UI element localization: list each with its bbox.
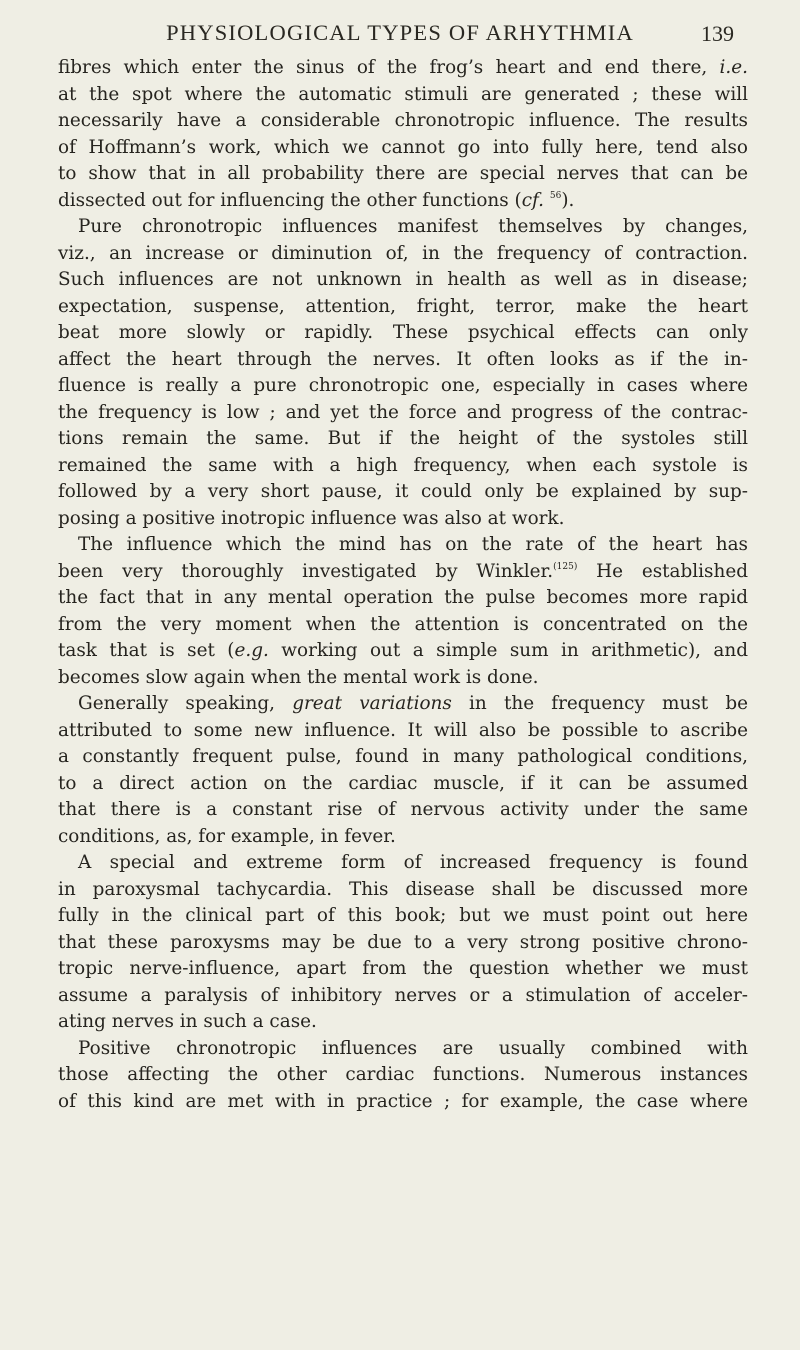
text-line: beat more slowly or rapidly. These psychical effects can only xyxy=(58,322,748,343)
text-line: of Hoffmann’s work, which we cannot go into fully here, tend also xyxy=(58,136,748,158)
text-line: viz., an increase or diminution of, in the frequency of contraction. xyxy=(58,242,748,264)
text-line: necessarily have a considerable chronotropic influence. The results xyxy=(58,110,748,131)
body-text xyxy=(58,55,748,1115)
reference-superscript: (125) xyxy=(553,561,578,572)
text-line: Positive chronotropic influences are usually combined with xyxy=(78,1037,748,1059)
running-head xyxy=(0,14,800,48)
text-line: posing a positive inotropic influence was also at work. xyxy=(58,507,565,529)
text-line: the frequency is low ; and yet the force and progress of the contrac- xyxy=(58,401,748,423)
text-line: the fact that in any mental operation the pulse becomes more rapid xyxy=(58,587,748,608)
text-line: affect the heart through the nerves. It often looks as if the in- xyxy=(58,348,748,370)
text-line: tropic nerve-influence, apart from the question whether we must xyxy=(58,958,748,979)
text-line: conditions, as, for example, in fever. xyxy=(58,825,396,847)
text-line: dissected out for influencing the other functions (cf. $^{56}$). xyxy=(58,189,575,211)
text-line: remained the same with a high frequency, when each systole is xyxy=(58,454,748,476)
text-line: in paroxysmal tachycardia. This disease shall be discussed more xyxy=(58,878,748,900)
text-line: followed by a very short pause, it could only be explained by sup- xyxy=(58,481,748,502)
text-line: that there is a constant rise of nervous activity under the same xyxy=(58,799,748,820)
text-line: Generally speaking, great variations in the frequency must be xyxy=(78,693,749,714)
text-line: expectation, suspense, attention, fright, terror, make the heart xyxy=(58,295,748,317)
reference-superscript: 56 xyxy=(549,190,562,201)
text-line: ating nerves in such a case. xyxy=(58,1011,317,1032)
text-line: at the spot where the automatic stimuli are generated ; these will xyxy=(58,83,748,105)
text-line: A special and extreme form of increased frequency is found xyxy=(78,852,748,873)
text-line: Such influences are not unknown in health as well as in disease; xyxy=(58,269,748,290)
text-line: fibres which enter the sinus of the frog’s heart and end there, i.e. xyxy=(58,57,748,78)
text-line: fully in the clinical part of this book; but we must point out here xyxy=(58,905,748,926)
text-line: tions remain the same. But if the height of the systoles still xyxy=(58,428,748,449)
text-line: The influence which the mind has on the rate of the heart has xyxy=(78,534,748,555)
text-line: task that is set (e.g. working out a simple sum in arithmetic), and xyxy=(58,640,748,661)
text-line: assume a paralysis of inhibitory nerves or a stimulation of acceler- xyxy=(58,984,748,1006)
text-line: to show that in all probability there are special nerves that can be xyxy=(58,163,748,184)
text-line: Pure chronotropic influences manifest themselves by changes, xyxy=(78,216,748,237)
text-line: to a direct action on the cardiac muscle, if it can be assumed xyxy=(58,772,748,794)
text-line: attributed to some new influence. It will also be possible to ascribe xyxy=(58,719,748,741)
page-number: 139 xyxy=(701,21,734,46)
text-line: fluence is really a pure chronotropic one, especially in cases where xyxy=(58,375,748,396)
text-line: of this kind are met with in practice ; for example, the case where xyxy=(58,1090,748,1112)
text-line: a constantly frequent pulse, found in many pathological conditions, xyxy=(58,746,748,767)
running-title: PHYSIOLOGICAL TYPES OF ARHYTHMIA xyxy=(166,20,634,45)
text-line: been very thoroughly investigated by Winkler.$^{(125)}$ He established xyxy=(58,560,748,582)
text-line: those affecting the other cardiac functions. Numerous instances xyxy=(58,1064,748,1085)
text-line: from the very moment when the attention is concentrated on the xyxy=(58,613,748,635)
text-line: becomes slow again when the mental work is done. xyxy=(58,666,539,688)
text-line: that these paroxysms may be due to a very strong positive chrono- xyxy=(58,931,748,953)
